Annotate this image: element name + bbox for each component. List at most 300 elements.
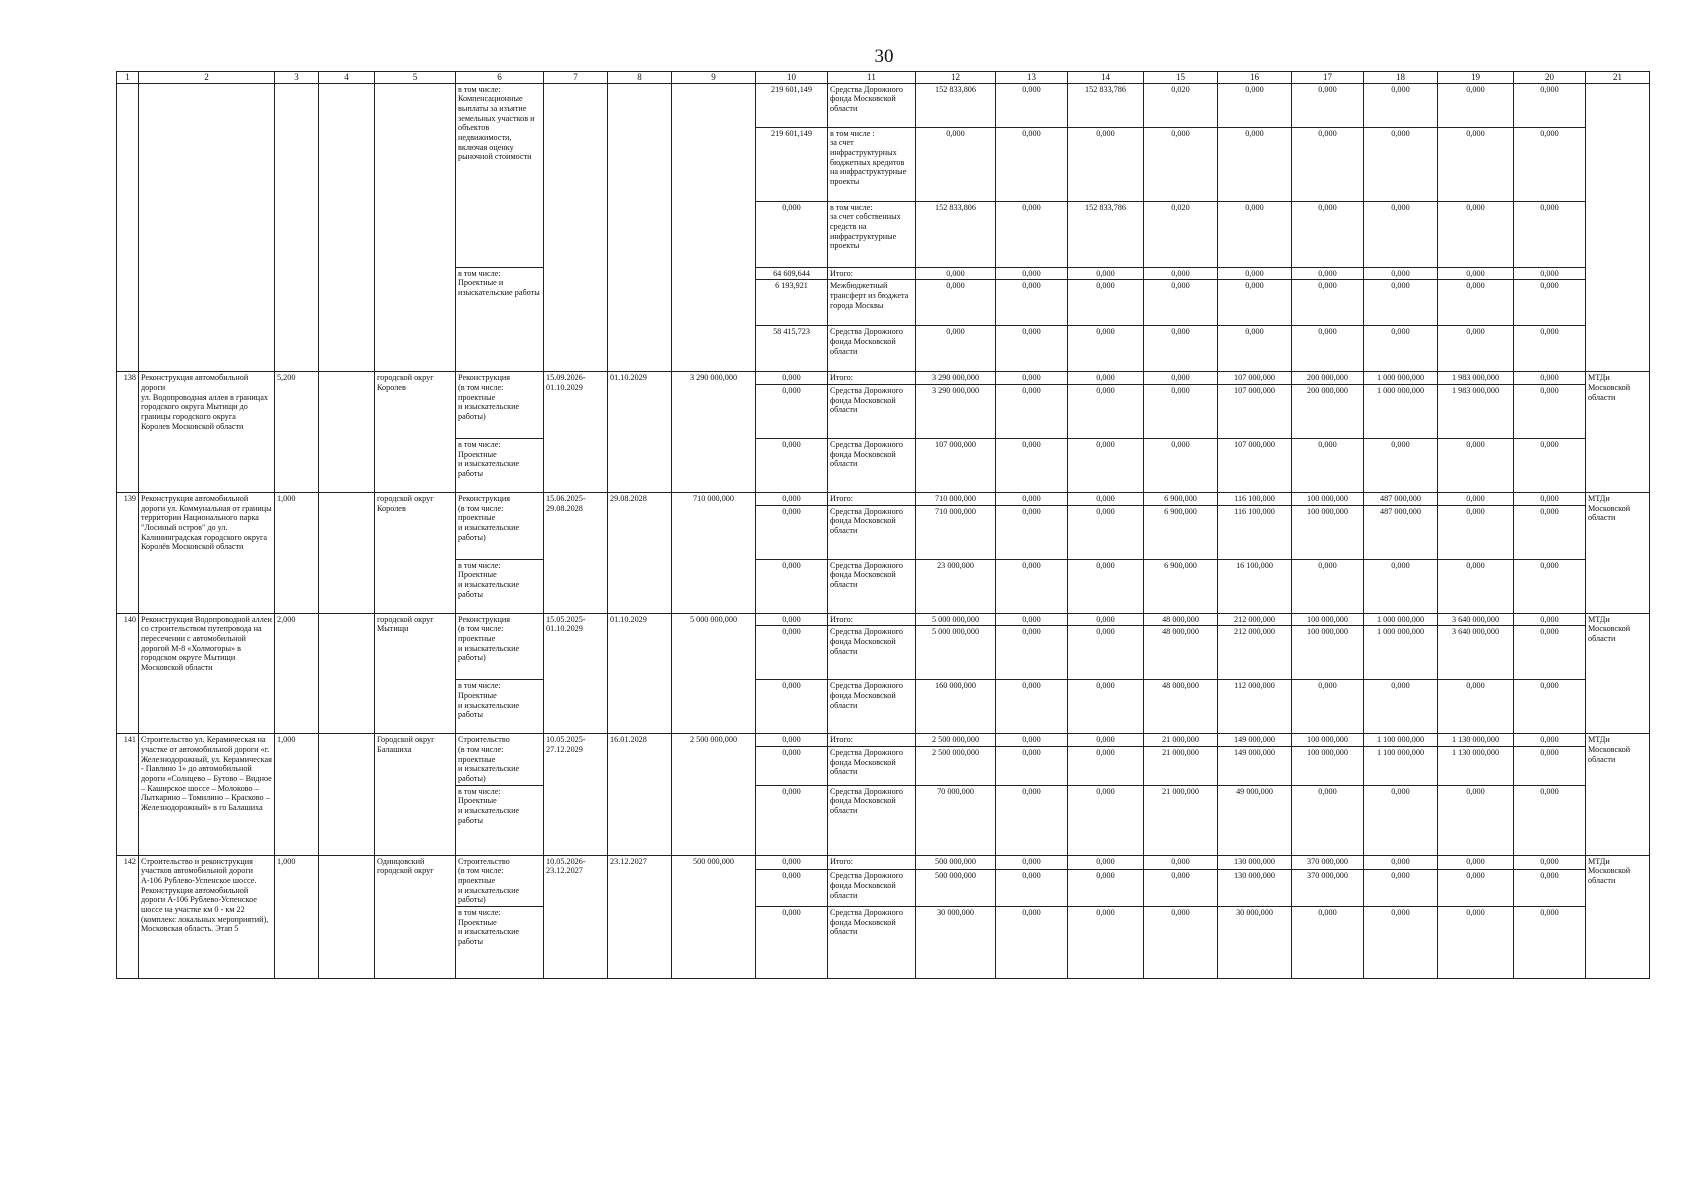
amount-cell: 0,000 [1292, 907, 1364, 979]
column-number: 21 [1586, 72, 1650, 84]
funding-total-cell: 0,000 [756, 613, 828, 626]
amount-cell: 487 000,000 [1364, 492, 1438, 505]
amount-cell: 49 000,000 [1218, 785, 1292, 855]
object-name: Строительство ул. Керамическая на участке от автомобильной дороги «г. Железнодорожный, ул. Керамическая - Павлино 1» до автомобильной дороги «Солнцево – Бутово – Видное – Каширское шоссе – Молоково – Лыткарино – Томилино – Красково – Железнодорожный» в го Балашиха [139, 734, 275, 855]
amount-cell: 0,000 [1068, 492, 1144, 505]
amount-cell: 0,000 [1068, 372, 1144, 385]
municipality-cell: городской округ Королев [375, 372, 456, 493]
customer-cell: МТДи Московской области [1586, 734, 1650, 855]
amount-cell: 0,000 [1514, 492, 1586, 505]
amount-cell: 1 130 000,000 [1438, 734, 1514, 747]
funding-source-cell: Средства Дорожного фонда Московской области [828, 559, 916, 613]
work-type-cell: в том числе: Проектные и изыскательские работы [456, 438, 544, 492]
amount-cell: 1 000 000,000 [1364, 384, 1438, 438]
amount-cell: 16 100,000 [1218, 559, 1292, 613]
amount-cell: 500 000,000 [916, 870, 996, 907]
column-number: 14 [1068, 72, 1144, 84]
amount-cell: 370 000,000 [1292, 855, 1364, 870]
period-cell: 15.06.2025- 29.08.2028 [544, 492, 608, 613]
amount-cell: 152 833,806 [916, 201, 996, 267]
funding-total-cell: 219 601,149 [756, 127, 828, 201]
amount-cell: 149 000,000 [1218, 747, 1292, 786]
amount-cell: 0,000 [1068, 680, 1144, 734]
amount-cell: 0,000 [1364, 267, 1438, 280]
amount-cell: 1 100 000,000 [1364, 747, 1438, 786]
amount-cell: 0,000 [1364, 907, 1438, 979]
amount-cell: 0,000 [1144, 326, 1218, 372]
amount-cell: 107 000,000 [916, 438, 996, 492]
amount-cell: 100 000,000 [1292, 747, 1364, 786]
amount-cell: 0,000 [1292, 83, 1364, 127]
amount-cell: 0,000 [1514, 626, 1586, 680]
amount-cell: 6 900,000 [1144, 492, 1218, 505]
empty-cell [608, 83, 672, 372]
amount-cell: 0,000 [1144, 870, 1218, 907]
column-number: 16 [1218, 72, 1292, 84]
empty-cell [319, 492, 375, 613]
amount-cell: 0,000 [1068, 326, 1144, 372]
amount-cell: 0,000 [1438, 559, 1514, 613]
completion-date-cell: 29.08.2028 [608, 492, 672, 613]
column-number: 1 [117, 72, 139, 84]
amount-cell: 3 640 000,000 [1438, 613, 1514, 626]
funding-source-cell: Итого: [828, 492, 916, 505]
empty-cell [375, 83, 456, 372]
amount-cell: 0,000 [1438, 326, 1514, 372]
amount-cell: 0,000 [916, 267, 996, 280]
amount-cell: 100 000,000 [1292, 626, 1364, 680]
amount-cell: 0,000 [996, 559, 1068, 613]
amount-cell: 0,000 [1364, 326, 1438, 372]
funding-total-cell: 0,000 [756, 870, 828, 907]
work-type-cell: Реконструкция (в том числе: проектные и изыскательские работы) [456, 613, 544, 680]
amount-cell: 200 000,000 [1292, 384, 1364, 438]
amount-cell: 0,000 [996, 870, 1068, 907]
empty-cell [117, 83, 139, 372]
amount-cell: 0,000 [1144, 127, 1218, 201]
amount-cell: 0,000 [996, 280, 1068, 326]
amount-cell: 0,000 [1144, 280, 1218, 326]
column-number: 5 [375, 72, 456, 84]
amount-cell: 0,000 [1144, 855, 1218, 870]
row-number: 141 [117, 734, 139, 855]
capacity-cell: 1,000 [275, 734, 319, 855]
amount-cell: 0,000 [1514, 747, 1586, 786]
work-type-cell: Реконструкция (в том числе: проектные и изыскательские работы) [456, 372, 544, 439]
amount-cell: 710 000,000 [916, 505, 996, 559]
funding-total-cell: 58 415,723 [756, 326, 828, 372]
amount-cell: 0,000 [996, 127, 1068, 201]
amount-cell: 23 000,000 [916, 559, 996, 613]
municipality-cell: Городской округ Балашиха [375, 734, 456, 855]
amount-cell: 710 000,000 [916, 492, 996, 505]
amount-cell: 0,000 [996, 326, 1068, 372]
amount-cell: 2 500 000,000 [916, 747, 996, 786]
amount-cell: 48 000,000 [1144, 626, 1218, 680]
column-number: 9 [672, 72, 756, 84]
amount-cell: 0,000 [1514, 907, 1586, 979]
column-number: 2 [139, 72, 275, 84]
funding-total-cell: 219 601,149 [756, 83, 828, 127]
amount-cell: 200 000,000 [1292, 372, 1364, 385]
column-number: 10 [756, 72, 828, 84]
amount-cell: 6 900,000 [1144, 505, 1218, 559]
amount-cell: 152 833,786 [1068, 83, 1144, 127]
funding-source-cell: Итого: [828, 855, 916, 870]
amount-cell: 0,000 [996, 855, 1068, 870]
amount-cell: 152 833,786 [1068, 201, 1144, 267]
empty-cell [544, 83, 608, 372]
table-row [117, 613, 1650, 626]
funding-source-cell: Средства Дорожного фонда Московской области [828, 907, 916, 979]
amount-cell: 107 000,000 [1218, 438, 1292, 492]
amount-cell: 0,000 [1364, 438, 1438, 492]
amount-cell: 0,000 [1292, 201, 1364, 267]
cost-cell: 5 000 000,000 [672, 613, 756, 734]
work-type-cell: в том числе: Проектные и изыскательские работы [456, 680, 544, 734]
amount-cell: 0,000 [1068, 438, 1144, 492]
amount-cell: 0,000 [996, 734, 1068, 747]
funding-source-cell: Средства Дорожного фонда Московской области [828, 785, 916, 855]
amount-cell: 0,000 [996, 201, 1068, 267]
amount-cell: 21 000,000 [1144, 747, 1218, 786]
funding-total-cell: 0,000 [756, 907, 828, 979]
cost-cell: 710 000,000 [672, 492, 756, 613]
amount-cell: 0,000 [996, 505, 1068, 559]
amount-cell: 0,000 [916, 326, 996, 372]
amount-cell: 0,000 [1514, 127, 1586, 201]
amount-cell: 370 000,000 [1292, 870, 1364, 907]
amount-cell: 30 000,000 [1218, 907, 1292, 979]
customer-cell: МТДи Московской области [1586, 372, 1650, 493]
object-name: Реконструкция автомобильной дороги ул. Водопроводная аллея в границах городского округа Мытищи до границы городского округа Королев Московской области [139, 372, 275, 493]
capacity-cell: 1,000 [275, 855, 319, 978]
amount-cell: 0,000 [1068, 734, 1144, 747]
column-number: 6 [456, 72, 544, 84]
amount-cell: 0,000 [1292, 127, 1364, 201]
amount-cell: 0,000 [1292, 680, 1364, 734]
amount-cell: 0,000 [1364, 559, 1438, 613]
amount-cell: 1 000 000,000 [1364, 626, 1438, 680]
amount-cell: 0,000 [996, 438, 1068, 492]
amount-cell: 0,000 [1438, 438, 1514, 492]
row-number: 138 [117, 372, 139, 493]
cost-cell: 2 500 000,000 [672, 734, 756, 855]
amount-cell: 0,020 [1144, 83, 1218, 127]
amount-cell: 2 500 000,000 [916, 734, 996, 747]
amount-cell: 3 290 000,000 [916, 372, 996, 385]
funding-source-cell: Средства Дорожного фонда Московской области [828, 384, 916, 438]
funding-source-cell: Итого: [828, 372, 916, 385]
funding-total-cell: 6 193,921 [756, 280, 828, 326]
amount-cell: 116 100,000 [1218, 492, 1292, 505]
page-number: 30 [874, 46, 894, 67]
funding-source-cell: Средства Дорожного фонда Московской области [828, 438, 916, 492]
amount-cell: 3 290 000,000 [916, 384, 996, 438]
amount-cell: 0,000 [1218, 326, 1292, 372]
funding-source-cell: Средства Дорожного фонда Московской области [828, 747, 916, 786]
column-number: 17 [1292, 72, 1364, 84]
amount-cell: 100 000,000 [1292, 613, 1364, 626]
amount-cell: 0,000 [1514, 855, 1586, 870]
amount-cell: 1 983 000,000 [1438, 372, 1514, 385]
amount-cell: 0,000 [1144, 267, 1218, 280]
amount-cell: 1 983 000,000 [1438, 384, 1514, 438]
amount-cell: 0,000 [1144, 438, 1218, 492]
amount-cell: 0,000 [1144, 372, 1218, 385]
amount-cell: 0,000 [996, 680, 1068, 734]
funding-total-cell: 0,000 [756, 855, 828, 870]
funding-total-cell: 0,000 [756, 492, 828, 505]
amount-cell: 30 000,000 [916, 907, 996, 979]
amount-cell: 0,000 [1514, 83, 1586, 127]
funding-total-cell: 0,000 [756, 734, 828, 747]
amount-cell: 0,000 [1292, 280, 1364, 326]
funding-source-cell: Итого: [828, 734, 916, 747]
funding-total-cell: 64 609,644 [756, 267, 828, 280]
amount-cell: 0,000 [1438, 785, 1514, 855]
funding-source-cell: Средства Дорожного фонда Московской области [828, 505, 916, 559]
funding-source-cell: Межбюджетный трансферт из бюджета города Москвы [828, 280, 916, 326]
amount-cell: 0,000 [1514, 734, 1586, 747]
period-cell: 15.05.2025- 01.10.2029 [544, 613, 608, 734]
amount-cell: 0,000 [996, 83, 1068, 127]
amount-cell: 21 000,000 [1144, 785, 1218, 855]
object-name: Реконструкция автомобильной дороги ул. Коммунальная от границы территории Национального парка "Лосиный остров" до ул. Калининградская городского округа Королёв Московской области [139, 492, 275, 613]
funding-total-cell: 0,000 [756, 626, 828, 680]
empty-cell [319, 83, 375, 372]
amount-cell: 1 100 000,000 [1364, 734, 1438, 747]
table-row [117, 372, 1650, 385]
amount-cell: 500 000,000 [916, 855, 996, 870]
amount-cell: 1 130 000,000 [1438, 747, 1514, 786]
amount-cell: 0,000 [1514, 372, 1586, 385]
funding-total-cell: 0,000 [756, 785, 828, 855]
empty-cell [319, 734, 375, 855]
amount-cell: 0,000 [1218, 201, 1292, 267]
cost-cell: 500 000,000 [672, 855, 756, 978]
column-number-row [117, 72, 1650, 84]
capacity-cell: 1,000 [275, 492, 319, 613]
amount-cell: 0,000 [1218, 127, 1292, 201]
object-name: Реконструкция Водопроводной аллеи со строительством путепровода на пересечении с автомобильной дорогой М-8 «Холмогоры» в городском округе Мытищи Московской области [139, 613, 275, 734]
amount-cell: 0,000 [1218, 83, 1292, 127]
amount-cell: 107 000,000 [1218, 372, 1292, 385]
amount-cell: 0,000 [996, 267, 1068, 280]
empty-cell [1586, 83, 1650, 372]
amount-cell: 0,000 [1514, 201, 1586, 267]
empty-cell [319, 613, 375, 734]
amount-cell: 0,020 [1144, 201, 1218, 267]
row-number: 139 [117, 492, 139, 613]
amount-cell: 116 100,000 [1218, 505, 1292, 559]
amount-cell: 0,000 [1068, 870, 1144, 907]
amount-cell: 0,000 [1364, 127, 1438, 201]
amount-cell: 0,000 [1514, 384, 1586, 438]
municipality-cell: городской округ Королев [375, 492, 456, 613]
customer-cell: МТДи Московской области [1586, 613, 1650, 734]
empty-cell [672, 83, 756, 372]
amount-cell: 0,000 [1068, 280, 1144, 326]
amount-cell: 0,000 [1514, 559, 1586, 613]
amount-cell: 0,000 [1144, 384, 1218, 438]
work-type-cell: в том числе: Проектные и изыскательские работы [456, 267, 544, 372]
amount-cell: 0,000 [1514, 680, 1586, 734]
amount-cell: 212 000,000 [1218, 626, 1292, 680]
amount-cell: 0,000 [1068, 127, 1144, 201]
period-cell: 10.05.2026- 23.12.2027 [544, 855, 608, 978]
amount-cell: 1 000 000,000 [1364, 372, 1438, 385]
row-number: 140 [117, 613, 139, 734]
work-type-cell: Реконструкция (в том числе: проектные и изыскательские работы) [456, 492, 544, 559]
funding-total-cell: 0,000 [756, 438, 828, 492]
amount-cell: 48 000,000 [1144, 680, 1218, 734]
amount-cell: 0,000 [1438, 680, 1514, 734]
amount-cell: 149 000,000 [1218, 734, 1292, 747]
funding-source-cell: в том числе: за счет собственных средств на инфраструктурные проекты [828, 201, 916, 267]
amount-cell: 152 833,806 [916, 83, 996, 127]
amount-cell: 0,000 [1068, 785, 1144, 855]
row-number: 142 [117, 855, 139, 978]
funding-source-cell: Средства Дорожного фонда Московской области [828, 680, 916, 734]
column-number: 20 [1514, 72, 1586, 84]
amount-cell: 0,000 [1292, 559, 1364, 613]
funding-total-cell: 0,000 [756, 747, 828, 786]
amount-cell: 0,000 [996, 613, 1068, 626]
amount-cell: 0,000 [1364, 680, 1438, 734]
amount-cell: 0,000 [1514, 267, 1586, 280]
amount-cell: 107 000,000 [1218, 384, 1292, 438]
amount-cell: 48 000,000 [1144, 613, 1218, 626]
budget-table [116, 71, 1650, 979]
work-type-cell: в том числе: Проектные и изыскательские работы [456, 785, 544, 855]
amount-cell: 100 000,000 [1292, 492, 1364, 505]
amount-cell: 0,000 [1514, 326, 1586, 372]
column-number: 12 [916, 72, 996, 84]
amount-cell: 0,000 [1438, 267, 1514, 280]
period-cell: 15.09.2026- 01.10.2029 [544, 372, 608, 493]
funding-total-cell: 0,000 [756, 559, 828, 613]
amount-cell: 0,000 [1438, 201, 1514, 267]
amount-cell: 0,000 [1514, 870, 1586, 907]
amount-cell: 130 000,000 [1218, 855, 1292, 870]
amount-cell: 21 000,000 [1144, 734, 1218, 747]
amount-cell: 0,000 [1292, 326, 1364, 372]
funding-source-cell: Итого: [828, 267, 916, 280]
municipality-cell: городской округ Мытищи [375, 613, 456, 734]
empty-cell [319, 372, 375, 493]
amount-cell: 5 000 000,000 [916, 613, 996, 626]
funding-source-cell: Итого: [828, 613, 916, 626]
amount-cell: 0,000 [1364, 83, 1438, 127]
funding-total-cell: 0,000 [756, 680, 828, 734]
amount-cell: 0,000 [1438, 855, 1514, 870]
amount-cell: 112 000,000 [1218, 680, 1292, 734]
work-type-cell: в том числе: Проектные и изыскательские работы [456, 907, 544, 979]
amount-cell: 0,000 [1438, 492, 1514, 505]
amount-cell: 212 000,000 [1218, 613, 1292, 626]
amount-cell: 0,000 [1068, 907, 1144, 979]
amount-cell: 0,000 [1514, 505, 1586, 559]
amount-cell: 0,000 [1068, 855, 1144, 870]
amount-cell: 0,000 [916, 127, 996, 201]
customer-cell: МТДи Московской области [1586, 855, 1650, 978]
amount-cell: 0,000 [1144, 907, 1218, 979]
amount-cell: 0,000 [1438, 505, 1514, 559]
column-number: 3 [275, 72, 319, 84]
amount-cell: 0,000 [1514, 613, 1586, 626]
amount-cell: 0,000 [1438, 280, 1514, 326]
table-row [117, 734, 1650, 747]
funding-source-cell: Средства Дорожного фонда Московской области [828, 83, 916, 127]
table-row [117, 855, 1650, 870]
table-row [117, 492, 1650, 505]
amount-cell: 0,000 [1364, 280, 1438, 326]
funding-total-cell: 0,000 [756, 372, 828, 385]
empty-cell [275, 83, 319, 372]
amount-cell: 0,000 [996, 785, 1068, 855]
amount-cell: 0,000 [1292, 438, 1364, 492]
municipality-cell: Одинцовский городской округ [375, 855, 456, 978]
completion-date-cell: 23.12.2027 [608, 855, 672, 978]
amount-cell: 100 000,000 [1292, 505, 1364, 559]
amount-cell: 0,000 [996, 747, 1068, 786]
work-type-cell: в том числе: Проектные и изыскательские работы [456, 559, 544, 613]
amount-cell: 0,000 [996, 626, 1068, 680]
column-number: 13 [996, 72, 1068, 84]
funding-source-cell: Средства Дорожного фонда Московской области [828, 626, 916, 680]
amount-cell: 0,000 [1364, 870, 1438, 907]
amount-cell: 0,000 [1364, 201, 1438, 267]
amount-cell: 3 640 000,000 [1438, 626, 1514, 680]
amount-cell: 0,000 [1068, 747, 1144, 786]
column-number: 8 [608, 72, 672, 84]
empty-cell [319, 855, 375, 978]
funding-total-cell: 0,000 [756, 201, 828, 267]
amount-cell: 0,000 [1514, 438, 1586, 492]
amount-cell: 0,000 [1068, 267, 1144, 280]
funding-total-cell: 0,000 [756, 505, 828, 559]
amount-cell: 0,000 [1514, 280, 1586, 326]
amount-cell: 0,000 [1364, 785, 1438, 855]
column-number: 18 [1364, 72, 1438, 84]
capacity-cell: 5,200 [275, 372, 319, 493]
column-number: 4 [319, 72, 375, 84]
amount-cell: 0,000 [1068, 505, 1144, 559]
object-name: Строительство и реконструкция участков автомобильной дороги А-106 Рублево-Успенское шоссе. Реконструкция автомобильной дороги А-106 Рублево-Успенское шоссе на участке км 0 - км 22 (комплекс локальных мероприятий), Московская область. Этап 5 [139, 855, 275, 978]
completion-date-cell: 16.01.2028 [608, 734, 672, 855]
amount-cell: 0,000 [1438, 127, 1514, 201]
amount-cell: 160 000,000 [916, 680, 996, 734]
amount-cell: 0,000 [1438, 907, 1514, 979]
work-type-cell: Строительство (в том числе: проектные и изыскательские работы) [456, 855, 544, 906]
amount-cell: 0,000 [1218, 267, 1292, 280]
amount-cell: 0,000 [996, 492, 1068, 505]
column-number: 15 [1144, 72, 1218, 84]
amount-cell: 0,000 [1068, 626, 1144, 680]
capacity-cell: 2,000 [275, 613, 319, 734]
amount-cell: 0,000 [1514, 785, 1586, 855]
amount-cell: 0,000 [1292, 785, 1364, 855]
period-cell: 10.05.2025- 27.12.2029 [544, 734, 608, 855]
completion-date-cell: 01.10.2029 [608, 372, 672, 493]
cost-cell: 3 290 000,000 [672, 372, 756, 493]
column-number: 19 [1438, 72, 1514, 84]
funding-source-cell: Средства Дорожного фонда Московской области [828, 870, 916, 907]
work-type-cell: в том числе: Компенсационные выплаты за изъятие земельных участков и объектов недвижимости, включая оценку рыночной стоимости [456, 83, 544, 267]
amount-cell: 5 000 000,000 [916, 626, 996, 680]
customer-cell: МТДи Московской области [1586, 492, 1650, 613]
